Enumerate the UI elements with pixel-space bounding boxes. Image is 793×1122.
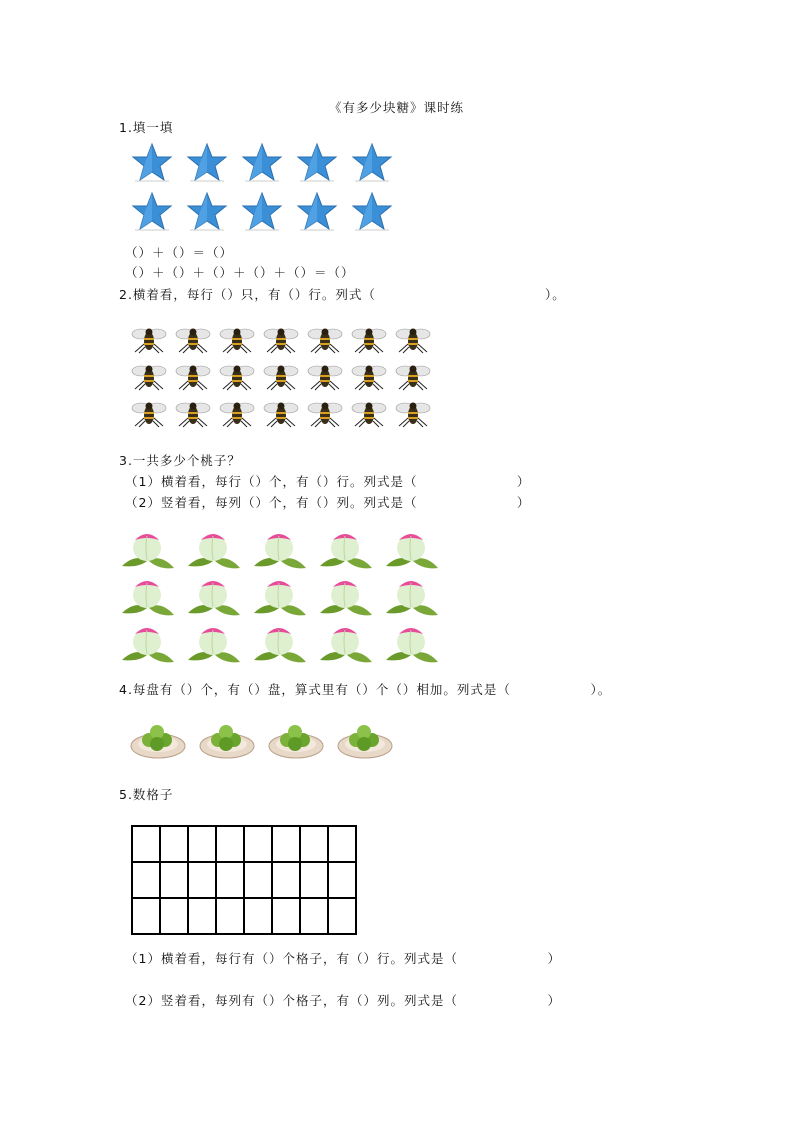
grid-cell	[272, 862, 300, 898]
counting-grid	[131, 825, 357, 935]
q5-sub-2: （2）竖着看，每列有（）个格子，有（）列。列式是（ ）	[125, 993, 561, 1008]
grid-cell	[328, 862, 356, 898]
grid-cell	[160, 826, 188, 862]
page-title: 《有多少块糖》课时练	[328, 100, 464, 115]
bee-icon	[131, 398, 167, 432]
grid-cell	[300, 898, 328, 934]
q3-heading: 3.一共多少个桃子？	[119, 453, 241, 468]
peach-icon	[186, 622, 242, 668]
q5-sub-1: （1）横着看，每行有（）个格子，有（）行。列式是（ ）	[125, 951, 561, 966]
grid-cell	[272, 826, 300, 862]
star-icon	[351, 142, 393, 186]
bee-icon	[351, 324, 387, 358]
peach-icon	[186, 575, 242, 621]
bee-icon	[263, 361, 299, 395]
q1-equation-1: （）＋（）＝（）	[125, 245, 234, 260]
bee-icon	[131, 361, 167, 395]
star-icon	[296, 142, 338, 186]
bee-icon	[175, 398, 211, 432]
apple-plate-icon	[129, 716, 187, 764]
peach-icon	[252, 575, 308, 621]
star-icon	[351, 191, 393, 235]
bee-icon	[175, 324, 211, 358]
grid-cell	[160, 862, 188, 898]
q3-sub-1: （1）横着看，每行（）个，有（）行。列式是（ ）	[125, 474, 531, 489]
bee-icon	[395, 361, 431, 395]
grid-cell	[244, 862, 272, 898]
peach-icon	[318, 622, 374, 668]
q4-heading: 4.每盘有（）个，有（）盘，算式里有（）个（）相加。列式是（ ）。	[119, 682, 612, 697]
peach-icon	[384, 575, 440, 621]
bee-icon	[307, 324, 343, 358]
grid-cell	[216, 862, 244, 898]
bee-icon	[395, 398, 431, 432]
bee-icon	[307, 361, 343, 395]
grid-cell	[132, 826, 160, 862]
q2-heading: 2.横着看，每行（）只，有（）行。列式（ ）。	[119, 287, 566, 302]
grid-cell	[328, 826, 356, 862]
peach-icon	[318, 528, 374, 574]
grid-cell	[300, 862, 328, 898]
star-icon	[131, 142, 173, 186]
bee-icon	[219, 361, 255, 395]
bee-icon	[175, 361, 211, 395]
grid-cell	[216, 898, 244, 934]
grid-cell	[328, 898, 356, 934]
apple-plate-icon	[198, 716, 256, 764]
peach-icon	[120, 575, 176, 621]
star-icon	[296, 191, 338, 235]
grid-cell	[216, 826, 244, 862]
grid-cell	[188, 898, 216, 934]
peach-icon	[252, 622, 308, 668]
q3-sub-2: （2）竖着看，每列（）个，有（）列。列式是（ ）	[125, 495, 531, 510]
peach-icon	[384, 528, 440, 574]
peach-icon	[186, 528, 242, 574]
apple-plate-icon	[267, 716, 325, 764]
star-icon	[241, 142, 283, 186]
grid-cell	[244, 826, 272, 862]
grid-cell	[132, 862, 160, 898]
bee-icon	[395, 324, 431, 358]
bee-icon	[351, 398, 387, 432]
star-icon	[186, 142, 228, 186]
grid-cell	[300, 826, 328, 862]
q1-equation-2: （）＋（）＋（）＋（）＋（）＝（）	[125, 265, 355, 280]
grid-cell	[188, 826, 216, 862]
star-icon	[241, 191, 283, 235]
bee-icon	[219, 398, 255, 432]
peach-icon	[252, 528, 308, 574]
q5-heading: 5.数格子	[119, 787, 174, 802]
bee-icon	[219, 324, 255, 358]
bee-icon	[131, 324, 167, 358]
star-icon	[131, 191, 173, 235]
q1-heading: 1.填一填	[119, 120, 174, 135]
grid-cell	[160, 898, 188, 934]
bee-icon	[351, 361, 387, 395]
grid-cell	[244, 898, 272, 934]
grid-cell	[132, 898, 160, 934]
peach-icon	[120, 528, 176, 574]
bee-icon	[263, 324, 299, 358]
apple-plate-icon	[336, 716, 394, 764]
peach-icon	[120, 622, 176, 668]
peach-icon	[384, 622, 440, 668]
peach-icon	[318, 575, 374, 621]
bee-icon	[307, 398, 343, 432]
grid-cell	[272, 898, 300, 934]
grid-cell	[188, 862, 216, 898]
star-icon	[186, 191, 228, 235]
bee-icon	[263, 398, 299, 432]
